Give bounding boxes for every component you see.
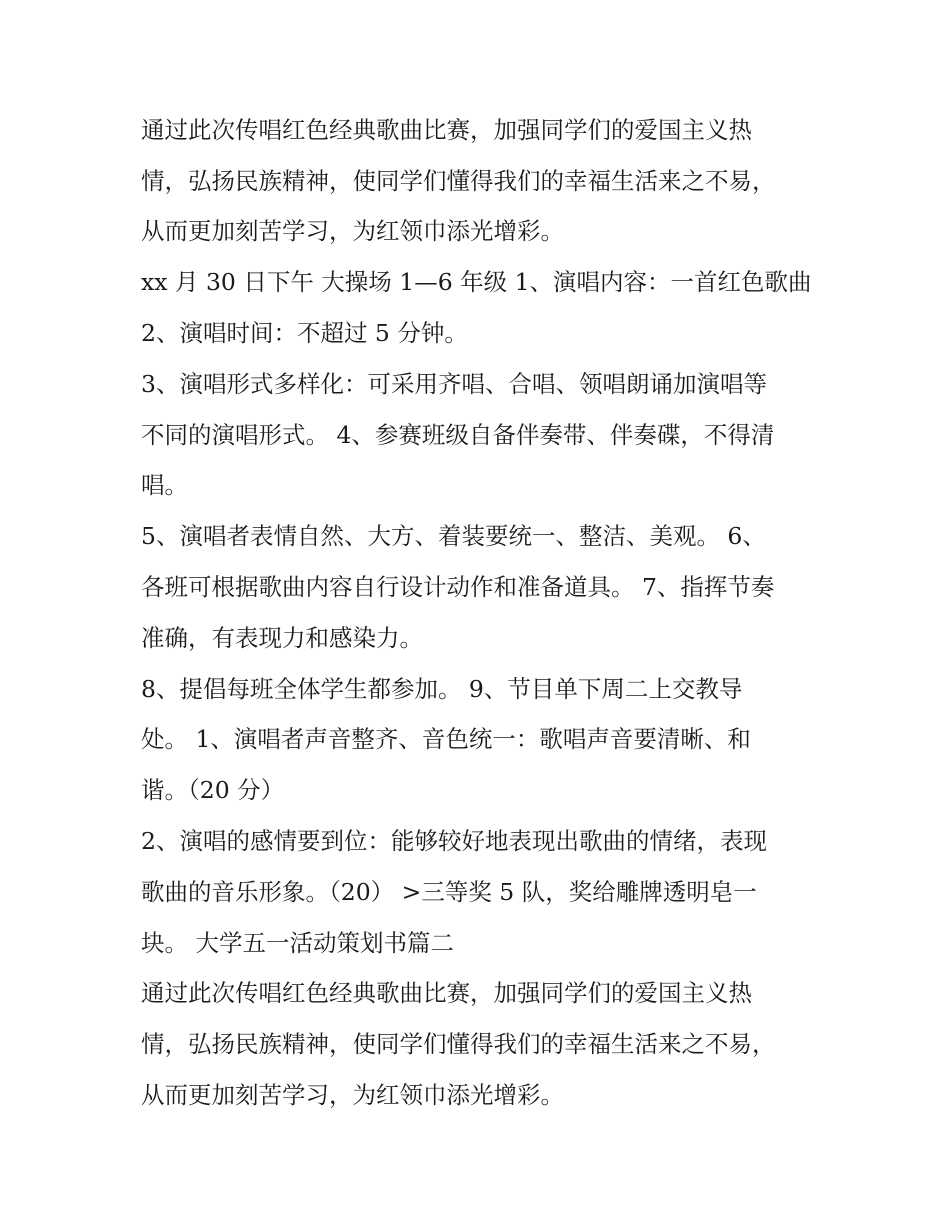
text-line: 谐。（20 分） [141,776,285,804]
text-line: 处。 1、演唱者声音整齐、音色统一：歌唱声音要清晰、和 [141,725,751,753]
text-line: 各班可根据歌曲内容自行设计动作和准备道具。 7、指挥节奏 [141,573,775,601]
text-line: 2、演唱时间：不超过 5 分钟。 [141,319,468,347]
text-line: 2、演唱的感情要到位：能够较好地表现出歌曲的情绪，表现 [141,827,767,855]
text-line: 从而更加刻苦学习，为红领巾添光增彩。 [141,1081,564,1109]
text-line: 8、提倡每班全体学生都参加。 9、节目单下周二上交教导 [141,675,743,703]
text-line: 准确，有表现力和感染力。 [141,624,423,652]
text-line: 不同的演唱形式。 4、参赛班级自备伴奏带、伴奏碟，不得清 [141,421,775,449]
text-line: 情，弘扬民族精神，使同学们懂得我们的幸福生活来之不易， [141,1030,776,1058]
text-line: 唱。 [141,471,188,499]
text-line: 3、演唱形式多样化：可采用齐唱、合唱、领唱朗诵加演唱等 [141,370,767,398]
text-line: 情，弘扬民族精神，使同学们懂得我们的幸福生活来之不易， [141,167,776,195]
text-line: 通过此次传唱红色经典歌曲比赛，加强同学们的爱国主义热 [141,979,752,1007]
text-line: 通过此次传唱红色经典歌曲比赛，加强同学们的爱国主义热 [141,116,752,144]
text-line: 从而更加刻苦学习，为红领巾添光增彩。 [141,217,564,245]
text-line: 块。 大学五一活动策划书篇二 [141,929,454,957]
text-line: 5、演唱者表情自然、大方、着装要统一、整洁、美观。 6、 [141,522,766,550]
text-line: xx 月 30 日下午 大操场 1—6 年级 1、演唱内容：一首红色歌曲 [141,268,812,296]
text-line: 歌曲的音乐形象。（20） >三等奖 5 队，奖给雕牌透明皂一 [141,878,757,906]
